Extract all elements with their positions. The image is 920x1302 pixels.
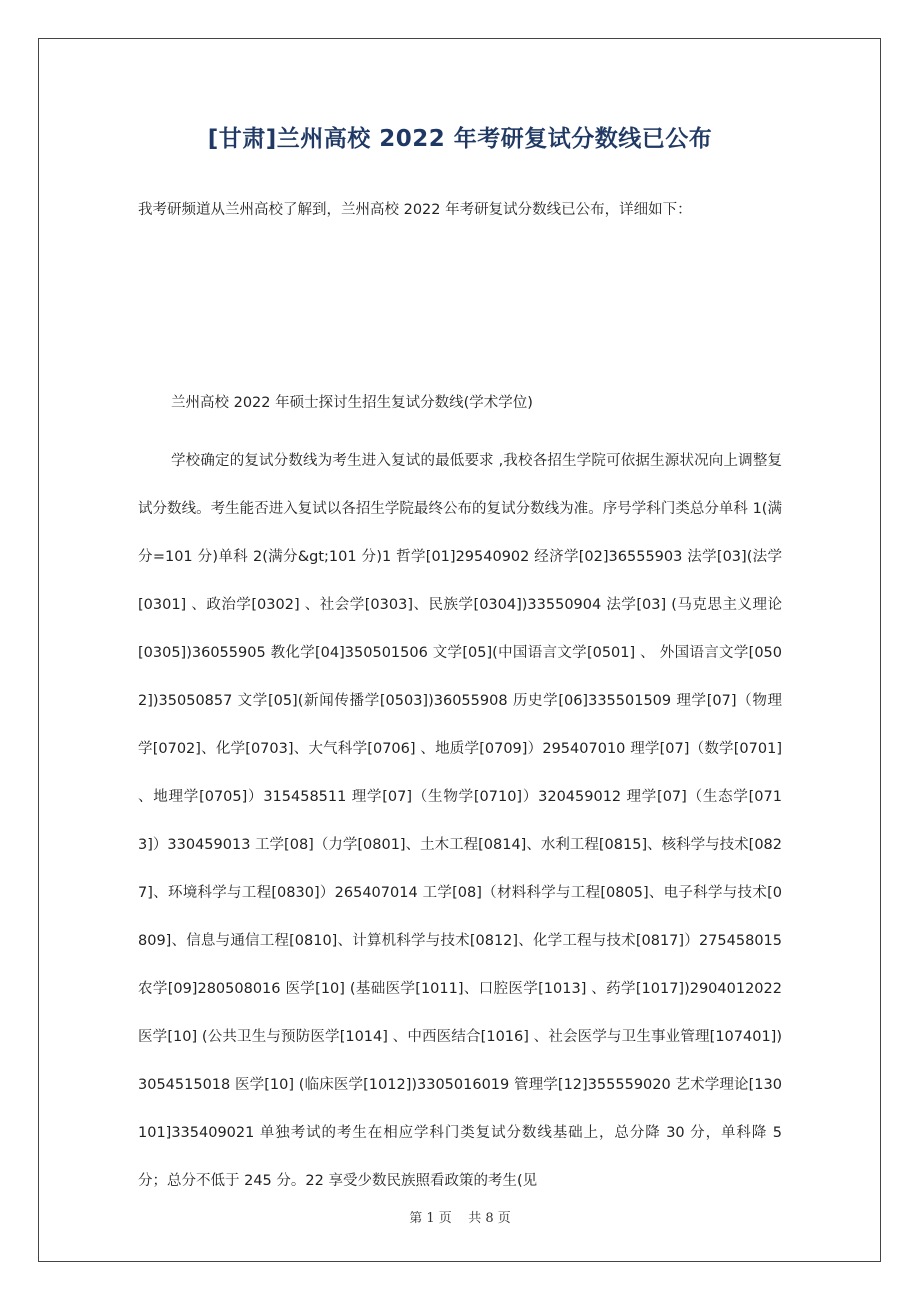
section-subheading: 兰州高校 2022 年硕士探讨生招生复试分数线(学术学位) [171, 395, 533, 411]
document-title: [甘肃]兰州高校 2022 年考研复试分数线已公布 [207, 126, 713, 152]
page-footer: 第 1 页 共 8 页 [409, 1211, 511, 1226]
intro-paragraph: 我考研频道从兰州高校了解到，兰州高校 2022 年考研复试分数线已公布，详细如下： [138, 202, 692, 218]
body-paragraph: 学校确定的复试分数线为考生进入复试的最低要求 ,我校各招生学院可依据生源状况向上调整复试分数线。考生能否进入复试以各招生学院最终公布的复试分数线为准。序号学科门类总分单科 1(满分=101 分)单科 2(满分&gt;101 分)1 哲学[01]29540902 经济学[02]36555903 法学[03](法学[0301] 、政治学[0302] 、社会学[0303]、民族学[0304])33550904 法学[03] (马克思主义理论[0305])36055905 教化学[04]350501506 文学[05](中国语言文学[0501] 、 外国语言文学[0502])35050857 文学[05](新闻传播学[0503])36055908 历史学[06]335501509 理学[07]（物理学[0702]、化学[0703]、大气科学[0706] 、地质学[0709]）295407010 理学[07]（数学[0701] 、地理学[0705]）315458511 理学[07]（生物学[0710]）320459012 理学[07]（生态学[0713]）330459013 工学[08]（力学[0801]、土木工程[0814]、水利工程[0815]、核科学与技术[0827]、环境科学与工程[0830]）265407014 工学[08]（材料科学与工程[0805]、电子科学与技术[0809]、信息与通信工程[0810]、计算机科学与技术[0812]、化学工程与技术[0817]）275458015 农学[09]280508016 医学[10] (基础医学[1011]、口腔医学[1013] 、药学[1017])2904012022 医学[10] (公共卫生与预防医学[1014] 、中西医结合[1016] 、社会医学与卫生事业管理[107401])3054515018 医学[10] (临床医学[1012])3305016019 管理学[12]355559020 艺术学理论[130101]335409021 单独考试的考生在相应学科门类复试分数线基础上，总分降 30 分，单科降 5 分；总分不低于 245 分。22 享受少数民族照看政策的考生(见 [138, 453, 782, 1189]
